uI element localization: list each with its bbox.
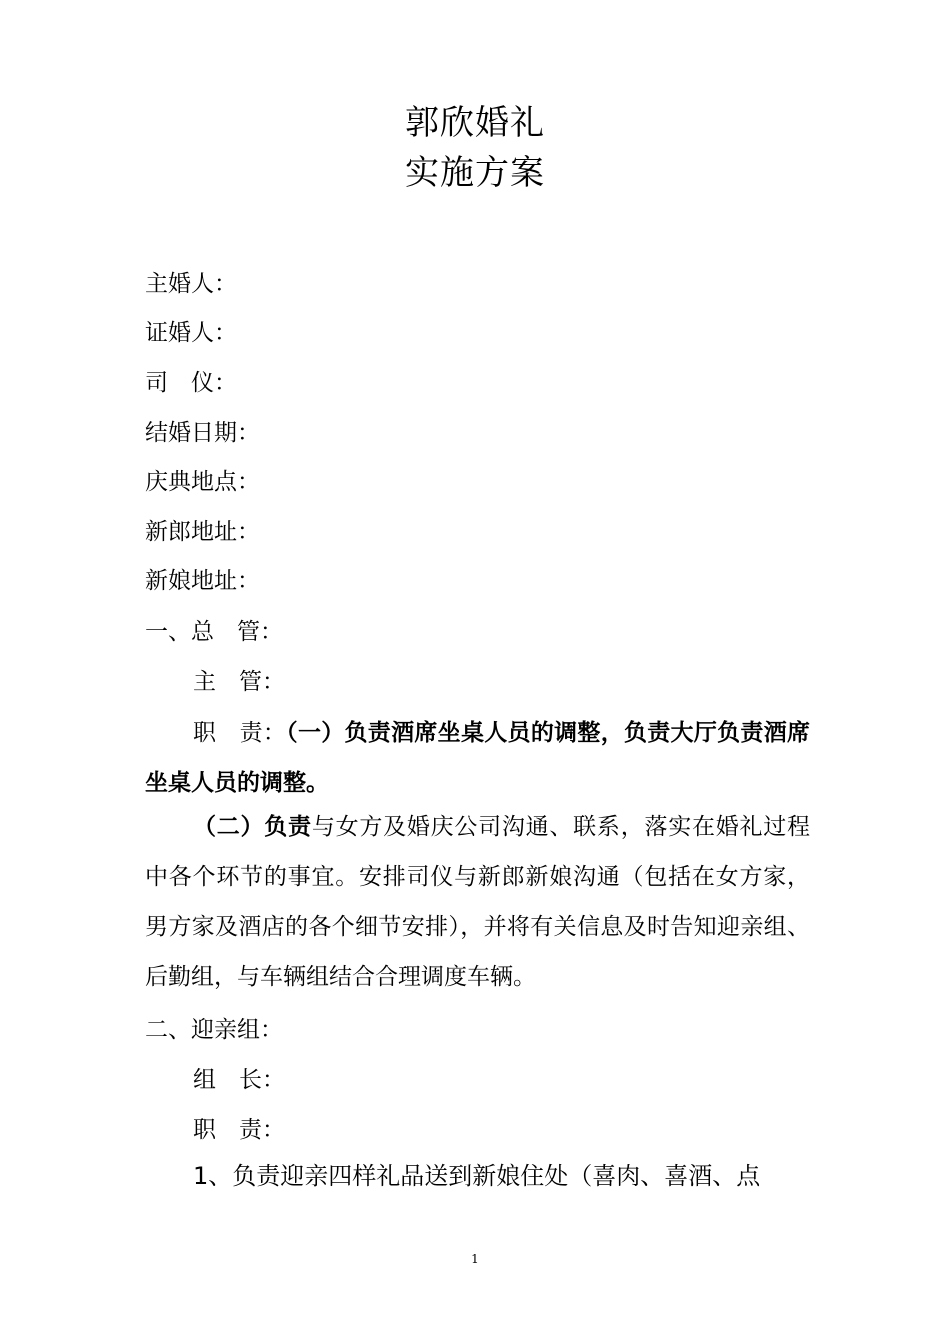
section-1-duty-1 bbox=[145, 708, 810, 808]
page-number: 1 bbox=[471, 1252, 479, 1266]
field-wedding-date: 结婚日期： bbox=[145, 420, 260, 446]
section-2-item-1: 1、负责迎亲四样礼品送到新娘住处（喜肉、喜酒、点 bbox=[193, 1162, 761, 1190]
field-emcee: 司 仪： bbox=[145, 370, 237, 396]
section-2-duty-label: 职 责： bbox=[193, 1117, 285, 1143]
duty-label: 职 责： bbox=[193, 720, 287, 746]
duty-1-text: （一）负责酒席坐桌人员的调整，负责大厅负责酒席坐桌人员的调整。 bbox=[145, 720, 811, 796]
field-host: 主婚人： bbox=[145, 271, 237, 297]
field-bride-address: 新娘地址： bbox=[145, 568, 260, 594]
field-venue: 庆典地点： bbox=[145, 469, 260, 495]
field-groom-address: 新郎地址： bbox=[145, 519, 260, 545]
section-1-heading: 一、总 管： bbox=[145, 619, 283, 645]
duty-2-text: 与女方及婚庆公司沟通、联系，落实在婚礼过程中各个环节的事宜。安排司仪与新郎新娘沟通（包括在女方家，男方家及酒店的各个细节安排），并将有关信息及时告知迎亲组、后勤组，与车辆组结合合理调度车辆。 bbox=[145, 814, 811, 990]
section-2-leader: 组 长： bbox=[193, 1067, 285, 1093]
field-witness: 证婚人： bbox=[145, 320, 237, 346]
section-1-supervisor: 主 管： bbox=[193, 669, 285, 695]
section-2-heading: 二、迎亲组： bbox=[145, 1017, 283, 1043]
duty-2-lead: （二）负责 bbox=[193, 814, 312, 840]
section-1-duty-2 bbox=[145, 802, 810, 1002]
document-title-line-2: 实施方案 bbox=[405, 153, 545, 193]
document-title-line-1: 郭欣婚礼 bbox=[405, 103, 545, 143]
